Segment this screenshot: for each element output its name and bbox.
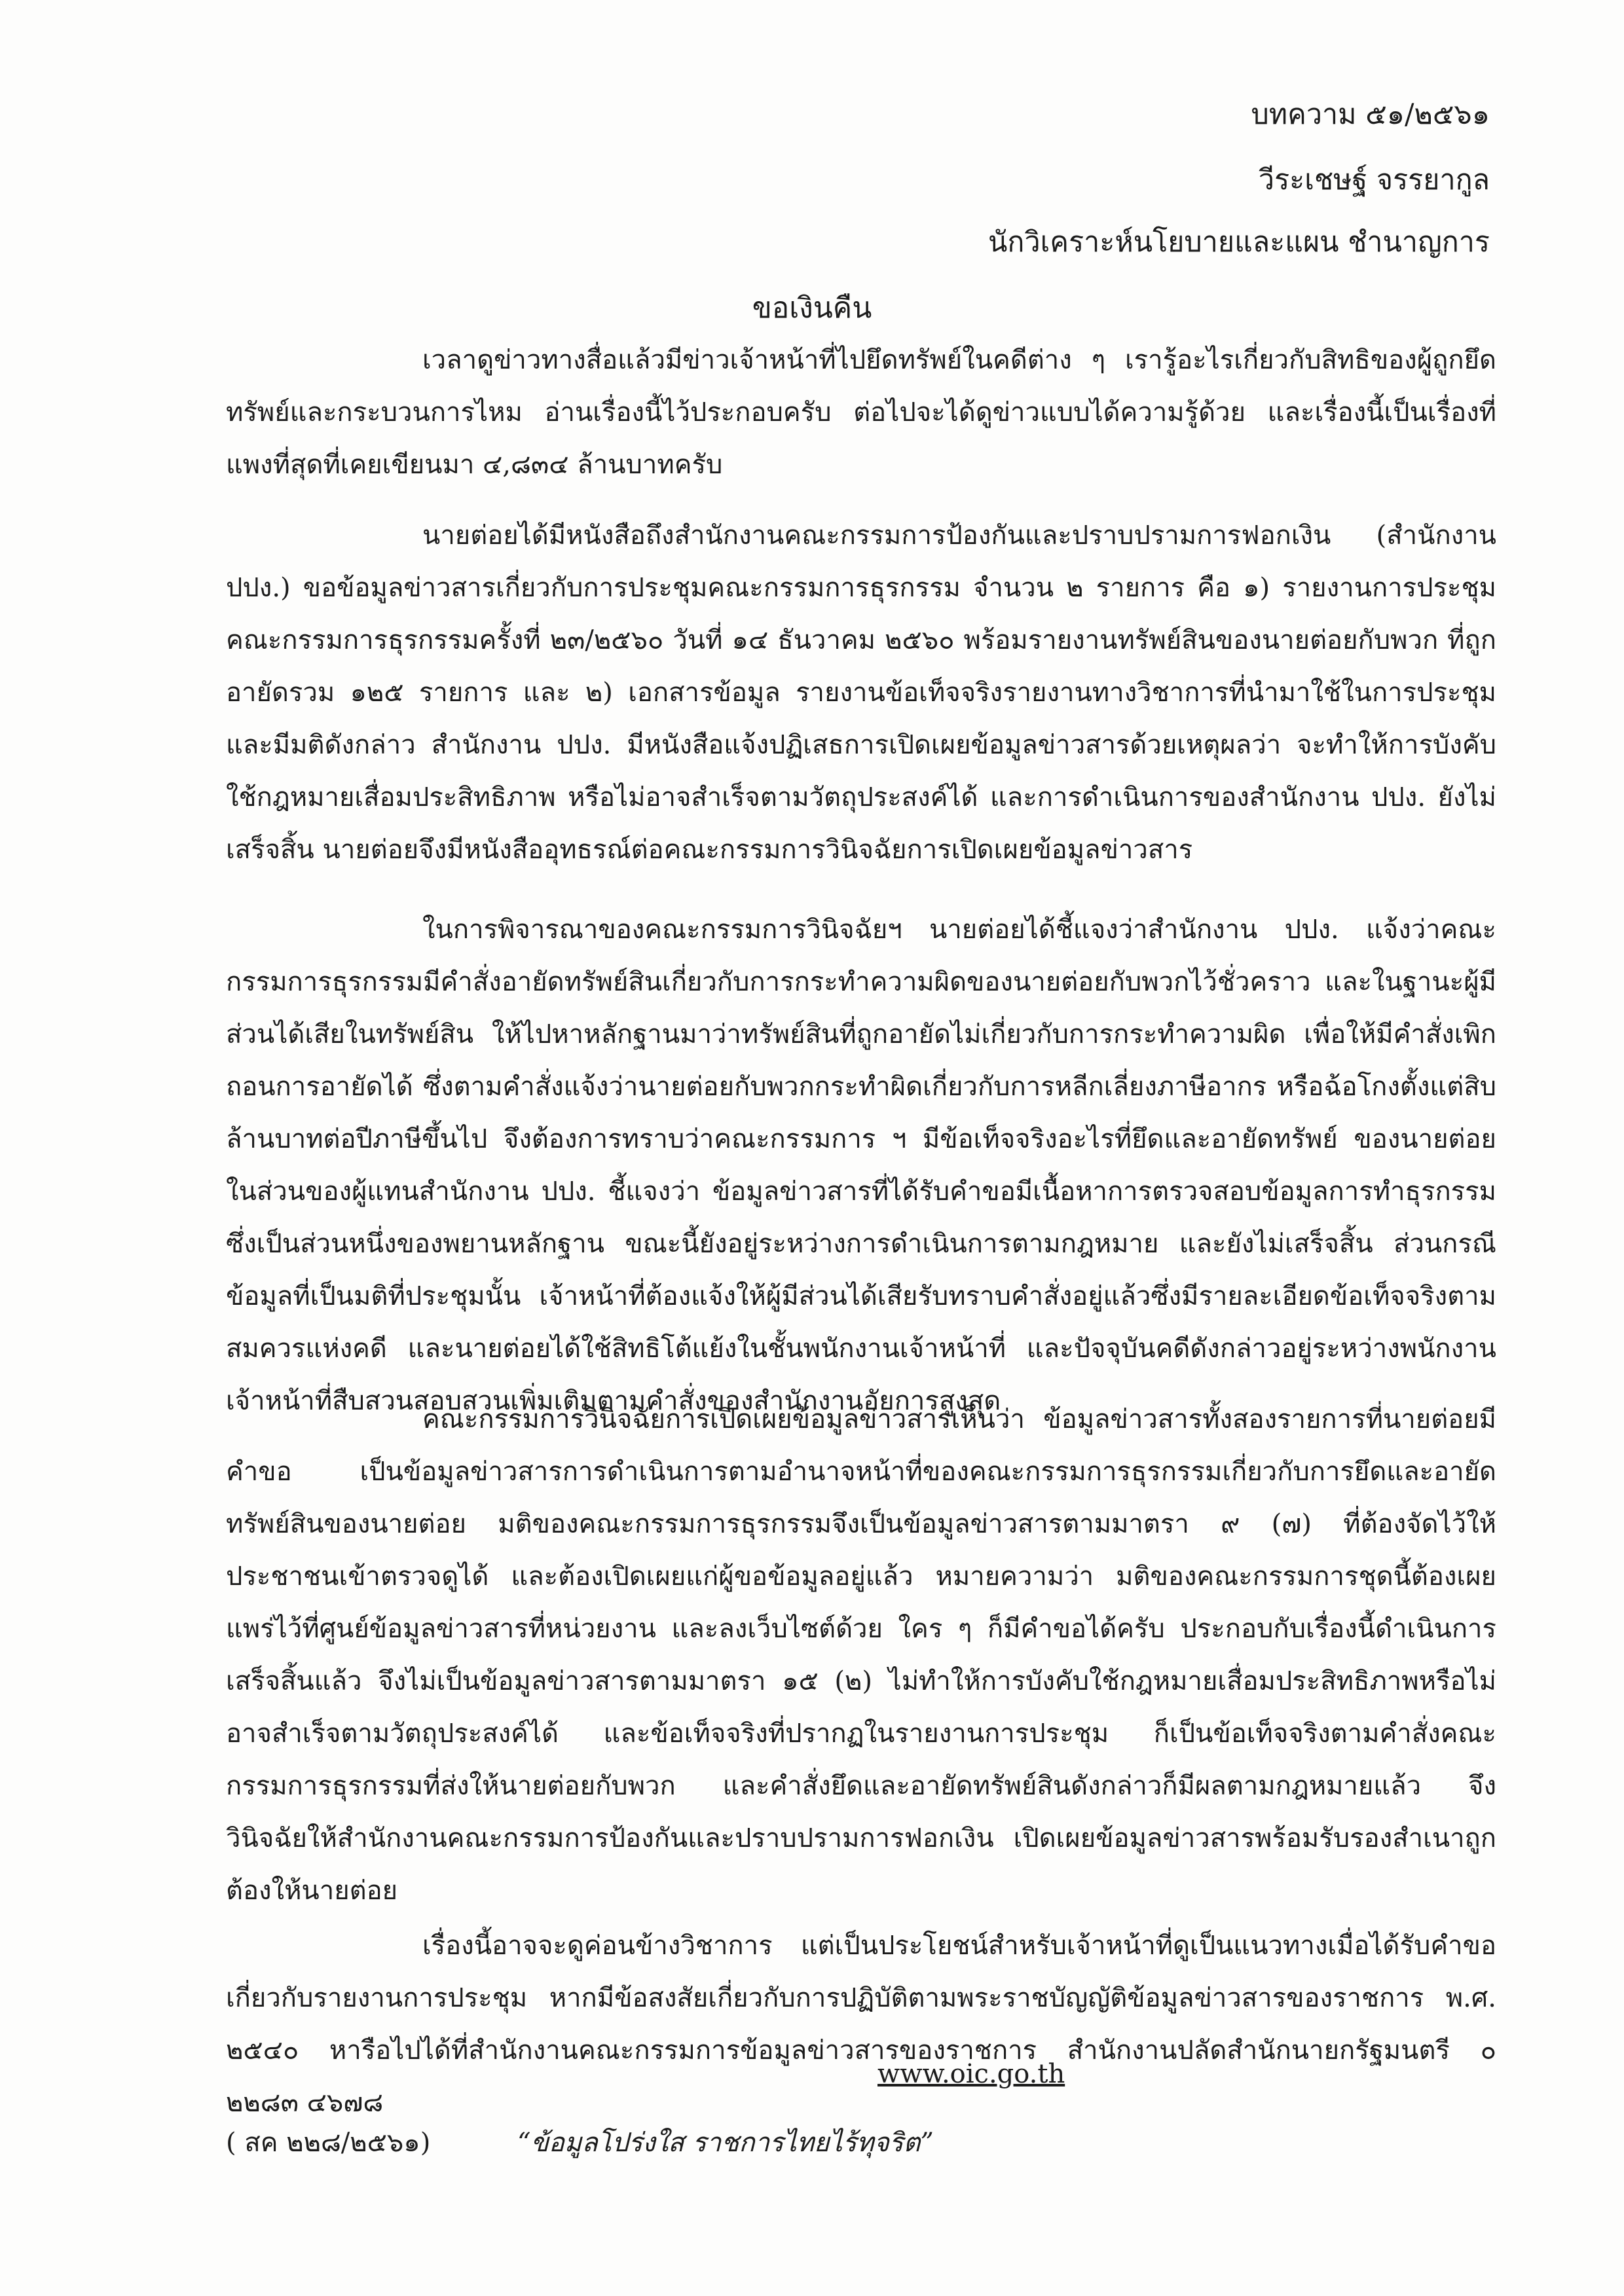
contact-url-link[interactable]: www.oic.go.th xyxy=(877,2059,1065,2089)
author-name: วีระเชษฐ์ จรรยากูล xyxy=(1258,164,1490,196)
slogan: “ข้อมูลโปร่งใส ราชการไทยไร้ทุจริต” xyxy=(517,2128,934,2158)
contact-url-line xyxy=(851,2059,1065,2089)
document-title: ขอเงินคืน xyxy=(752,291,872,325)
reference-number: ( สค ๒๒๘/๒๕๖๑) xyxy=(226,2128,431,2158)
article-number: บทความ ๕๑/๒๕๖๑ xyxy=(1251,98,1490,131)
author-position: นักวิเคราะห์นโยบายและแผน ชำนาญการ xyxy=(988,226,1490,259)
footer-line xyxy=(226,2121,934,2163)
paragraph-decision: คณะกรรมการวินิจฉัยการเปิดเผยข้อมูลข่าวสารเห็นว่า ข้อมูลข่าวสารทั้งสองรายการที่นายต่อยมีคำขอ เป็นข้อมูลข่าวสารการดำเนินการตามอำนาจหน้าที่ของคณะกรรมการธุรกรรมเกี่ยวกับการยึดและอายัดทรัพย์สินของนายต่อย มติของคณะกรรมการธุรกรรมจึงเป็นข้อมูลข่าวสารตามมาตรา ๙ (๗) ที่ต้องจัดไว้ให้ประชาชนเข้าตรวจดูได้ และต้องเปิดเผยแก่ผู้ขอข้อมูลอยู่แล้ว หมายความว่า มติของคณะกรรมการชุดนี้ต้องเผยแพร่ไว้ที่ศูนย์ข้อมูลข่าวสารที่หน่วยงาน และลงเว็บไซต์ด้วย ใคร ๆ ก็มีคำขอได้ครับ ประกอบกับเรื่องนี้ดำเนินการเสร็จสิ้นแล้ว จึงไม่เป็นข้อมูลข่าวสารตามมาตรา ๑๕ (๒) ไม่ทำให้การบังคับใช้กฎหมายเสื่อมประสิทธิภาพหรือไม่อาจสำเร็จตามวัตถุประสงค์ได้ และข้อเท็จจริงที่ปรากฏในรายงานการประชุม ก็เป็นข้อเท็จจริงตามคำสั่งคณะกรรมการธุรกรรมที่ส่งให้นายต่อยกับพวก และคำสั่งยึดและอายัดทรัพย์สินดังกล่าวก็มีผลตามกฎหมายแล้ว จึงวินิจฉัยให้สำนักงานคณะกรรมการป้องกันและปราบปรามการฟอกเงิน เปิดเผยข้อมูลข่าวสารพร้อมรับรองสำเนาถูกต้องให้นายต่อย xyxy=(226,1404,1496,1906)
paragraph-intro: เวลาดูข่าวทางสื่อแล้วมีข่าวเจ้าหน้าที่ไปยึดทรัพย์ในคดีต่าง ๆ เรารู้อะไรเกี่ยวกับสิทธิของผู้ถูกยึดทรัพย์และกระบวนการไหม อ่านเรื่องนี้ไว้ประกอบครับ ต่อไปจะได้ดูข่าวแบบได้ความรู้ด้วย และเรื่องนี้เป็นเรื่องที่แพงที่สุดที่เคยเขียนมา ๔,๘๓๔ ล้านบาทครับ xyxy=(226,345,1496,480)
paragraph-conclusion: เรื่องนี้อาจจะดูค่อนข้างวิชาการ แต่เป็นประโยชน์สำหรับเจ้าหน้าที่ดูเป็นแนวทางเมื่อได้รับคำขอเกี่ยวกับรายงานการประชุม หากมีข้อสงสัยเกี่ยวกับการปฏิบัติตามพระราชบัญญัติข้อมูลข่าวสารของราชการ พ.ศ. ๒๕๔๐ หารือไปได้ที่สำนักงานคณะกรรมการข้อมูลข่าวสารของราชการ สำนักงานปลัดสำนักนายกรัฐมนตรี ๐ ๒๒๘๓ ๔๖๗๘ xyxy=(226,1931,1496,2118)
paragraph-request: นายต่อยได้มีหนังสือถึงสำนักงานคณะกรรมการป้องกันและปราบปรามการฟอกเงิน (สำนักงาน ปปง.) ขอข้อมูลข่าวสารเกี่ยวกับการประชุมคณะกรรมการธุรกรรม จำนวน ๒ รายการ คือ ๑) รายงานการประชุมคณะกรรมการธุรกรรมครั้งที่ ๒๓/๒๕๖๐ วันที่ ๑๔ ธันวาคม ๒๕๖๐ พร้อมรายงานทรัพย์สินของนายต่อยกับพวก ที่ถูกอายัดรวม ๑๒๕ รายการ และ ๒) เอกสารข้อมูล รายงานข้อเท็จจริงรายงานทางวิชาการที่นำมาใช้ในการประชุมและมีมติดังกล่าว สำนักงาน ปปง. มีหนังสือแจ้งปฏิเสธการเปิดเผยข้อมูลข่าวสารด้วยเหตุผลว่า จะทำให้การบังคับใช้กฎหมายเสื่อมประสิทธิภาพ หรือไม่อาจสำเร็จตามวัตถุประสงค์ได้ และการดำเนินการของสำนักงาน ปปง. ยังไม่เสร็จสิ้น นายต่อยจึงมีหนังสืออุทธรณ์ต่อคณะกรรมการวินิจฉัยการเปิดเผยข้อมูลข่าวสาร xyxy=(226,520,1496,865)
paragraph-hearing: ในการพิจารณาของคณะกรรมการวินิจฉัยฯ นายต่อยได้ชี้แจงว่าสำนักงาน ปปง. แจ้งว่าคณะกรรมการธุรกรรมมีคำสั่งอายัดทรัพย์สินเกี่ยวกับการกระทำความผิดของนายต่อยกับพวกไว้ชั่วคราว และในฐานะผู้มีส่วนได้เสียในทรัพย์สิน ให้ไปหาหลักฐานมาว่าทรัพย์สินที่ถูกอายัดไม่เกี่ยวกับการกระทำความผิด เพื่อให้มีคำสั่งเพิกถอนการอายัดได้ ซึ่งตามคำสั่งแจ้งว่านายต่อยกับพวกกระทำผิดเกี่ยวกับการหลีกเลี่ยงภาษีอากร หรือฉ้อโกงตั้งแต่สิบล้านบาทต่อปีภาษีขึ้นไป จึงต้องการทราบว่าคณะกรรมการ ฯ มีข้อเท็จจริงอะไรที่ยึดและอายัดทรัพย์ ของนายต่อย ในส่วนของผู้แทนสำนักงาน ปปง. ชี้แจงว่า ข้อมูลข่าวสารที่ได้รับคำขอมีเนื้อหาการตรวจสอบข้อมูลการทำธุรกรรมซึ่งเป็นส่วนหนึ่งของพยานหลักฐาน ขณะนี้ยังอยู่ระหว่างการดำเนินการตามกฎหมาย และยังไม่เสร็จสิ้น ส่วนกรณีข้อมูลที่เป็นมติที่ประชุมนั้น เจ้าหน้าที่ต้องแจ้งให้ผู้มีส่วนได้เสียรับทราบคำสั่งอยู่แล้วซึ่งมีรายละเอียดข้อเท็จจริงตามสมควรแห่งคดี และนายต่อยได้ใช้สิทธิโต้แย้งในชั้นพนักงานเจ้าหน้าที่ และปัจจุบันคดีดังกล่าวอยู่ระหว่างพนักงานเจ้าหน้าที่สืบสวนสอบสวนเพิ่มเติมตามคำสั่งของสำนักงานอัยการสูงสุด xyxy=(226,915,1496,1416)
